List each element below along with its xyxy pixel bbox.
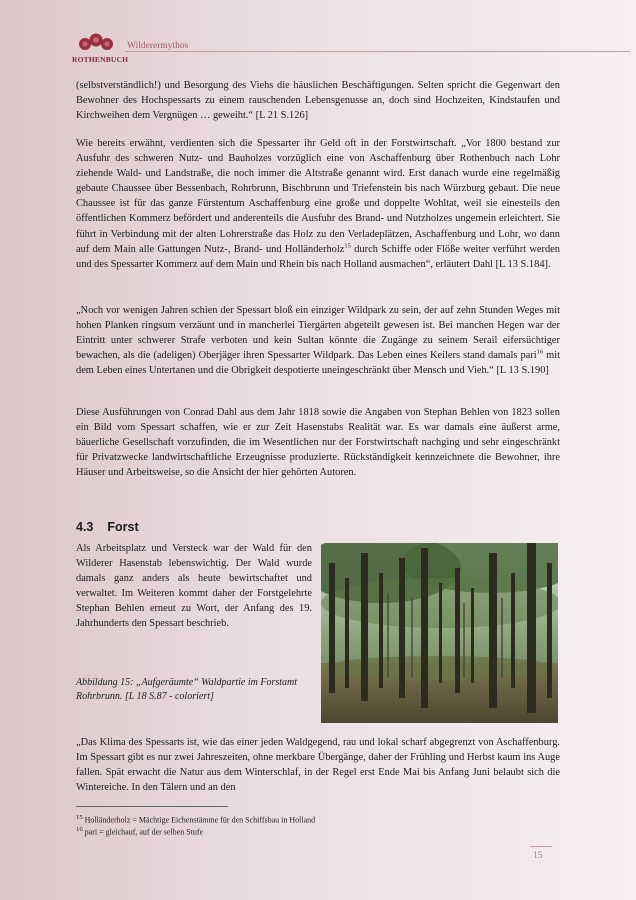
paragraph-3 [76, 303, 560, 378]
paragraph-2-text-b: durch Schiffe oder Flöße weiter verführt werden und des Spessarter Kommerz auf dem Main und Rhein bis nach Holland ausmachen“, erläutert Dahl [L 13 S.184]. [76, 243, 560, 270]
page-header [72, 28, 632, 70]
header-title: Wilderermythos [127, 41, 189, 51]
paragraph-2 [76, 136, 560, 272]
header-divider [125, 51, 630, 52]
paragraph-4: Diese Ausführungen von Conrad Dahl aus dem Jahr 1818 sowie die Angaben von Stephan Behlen von 1823 sollen ein Bild vom Spessart schaffen, wie er zur Zeit Hasenstabs Realität war. Es war damals eine äußerst arme, bäuerliche Gesellschaft vorzufinden, die im Wesentlichen nur der Forstwirtschaft nachging und sehr eingeschränkt für Privatzwecke landwirtschaftliche Erzeugnisse produzierte. Rückständigkeit kennzeichnete die Bewohner, ihre Häuser und Arbeitsweise, so die Ansicht der hier gehörten Autoren. [76, 407, 560, 479]
footnote-ref-16[interactable]: 16 [536, 348, 544, 356]
page-number: 15 [533, 851, 543, 861]
figure-caption: Abbildung 15: „Aufgeräumte“ Waldpartie im Forstamt Rohrbrunn. [L 18 S.87 - coloriert] [76, 677, 298, 702]
section-heading [76, 520, 139, 534]
page-number-rule [530, 846, 552, 847]
footnote-text: pari = gleichauf, auf der selben Stufe [82, 827, 204, 837]
paragraph-1: (selbstverständlich!) und Besorgung des Viehs die häuslichen Beschäftigungen. Selten spricht die Gegenwart den Bewohner des Hochspessarts zu einem rauschenden Lebensgenusse an, doch sind Hochzeiten, Kindstaufen und Kirchweihen dem Vergnügen … geweiht.“ [L 21 S.126] [76, 80, 560, 122]
footnote-divider [76, 806, 228, 807]
rothenbuch-logo [72, 28, 129, 68]
section-title: Forst [107, 520, 139, 534]
footnote-ref-15[interactable]: 15 [344, 242, 351, 250]
paragraph-3-text-a: „Noch vor wenigen Jahren schien der Spessart bloß ein einziger Wildpark zu sein, der auf zehn Stunden Weges mit hohen Planken ringsum verzäunt und in mancherlei Tiergärten abgeteilt gewesen ist. Bei manchen Hegen war der Eintritt unter schwerer Strafe verboten und kein Sultan könnte die Zugänge zu seinem Serail eifersüchtiger bewachen, als die (adeligen) Oberjäger ihren Spessarter Wildpark. Das Leben eines Keilers stand damals pari [76, 305, 560, 362]
rose-icon [78, 32, 114, 56]
paragraph-5: Als Arbeitsplatz und Versteck war der Wald für den Wilderer Hasenstab lebenswichtig. Der Wald wurde damals ganz anders als heute bewirtschaftet und verwaltet. Im Weiteren kommt daher der Forstgelehrte Stephan Behlen erneut zu Wort, der Anfang des 19. Jahrhunderts den Spessart beschrieb. [76, 543, 312, 630]
footnote-number: 16 [76, 826, 83, 833]
footnote-16 [76, 824, 556, 838]
paragraph-6: „Das Klima des Spessarts ist, wie das einer jeden Waldgegend, rau und lokal scharf abgegrenzt von Aschaffenburg. Im Spessart gibt es nur zwei Jahreszeiten, ohne merkbare Übergänge, daher der Frühling und Herbst kaum ins Auge fallen. Spät erwacht die Natur aus dem Winterschlaf, in der Regel erst Ende Mai bis Anfang Juni belaubt sich die Wintereiche. In den Tälern und an den [76, 737, 560, 794]
forest-photo [321, 543, 558, 723]
logo-text: ROTHENBUCH [72, 55, 129, 64]
footnote-text: Holländerholz = Mächtige Eichenstämme für den Schiffsbau in Holland [82, 815, 316, 825]
forest-photo-image [321, 543, 558, 723]
paragraph-2-text-a: Wie bereits erwähnt, verdienten sich die Spessarter ihr Geld oft in der Forstwirtschaft. „Vor 1800 bestand zur Ausfuhr des schweren Nutz- und Bauholzes vorzüglich eine von Aschaffenburg über Rothenbuch nach Lohr ziehende Wald- und Landstraße, die noch immer die Altstraße genannt wird. Erst danach wurde eine regelmäßig gebaute Chaussee über Bessenbach, Rohrbrunn, Bischbrunn und Triefenstein bis nach Würzburg gebaut. Die neue Chaussee ist für das ganze Fürstentum Aschaffenburg eine große und doppelte Wohltat, weil sie einesteils den öffentlichen Kommerz befördert und anderenteils die Ausfuhr des Brand- und Nutzholzes ungemein erleichtert. Sie führt in Verbindung mit der alten Lohrerstraße das Holz zu den Verladeplätzen, Aschaffenburg und Lohr, wo dann auf dem Main alle Gattungen Nutz-, Brand- und Holländerholz [76, 138, 560, 255]
section-number: 4.3 [76, 520, 94, 534]
paragraph-3-text-b: mit dem Leben eines Untertanen und die Obrigkeit despotierte uneingeschränkt über Mensch und Vieh.“ [L 13 S.190] [76, 350, 560, 377]
footnote-number: 15 [76, 814, 83, 821]
